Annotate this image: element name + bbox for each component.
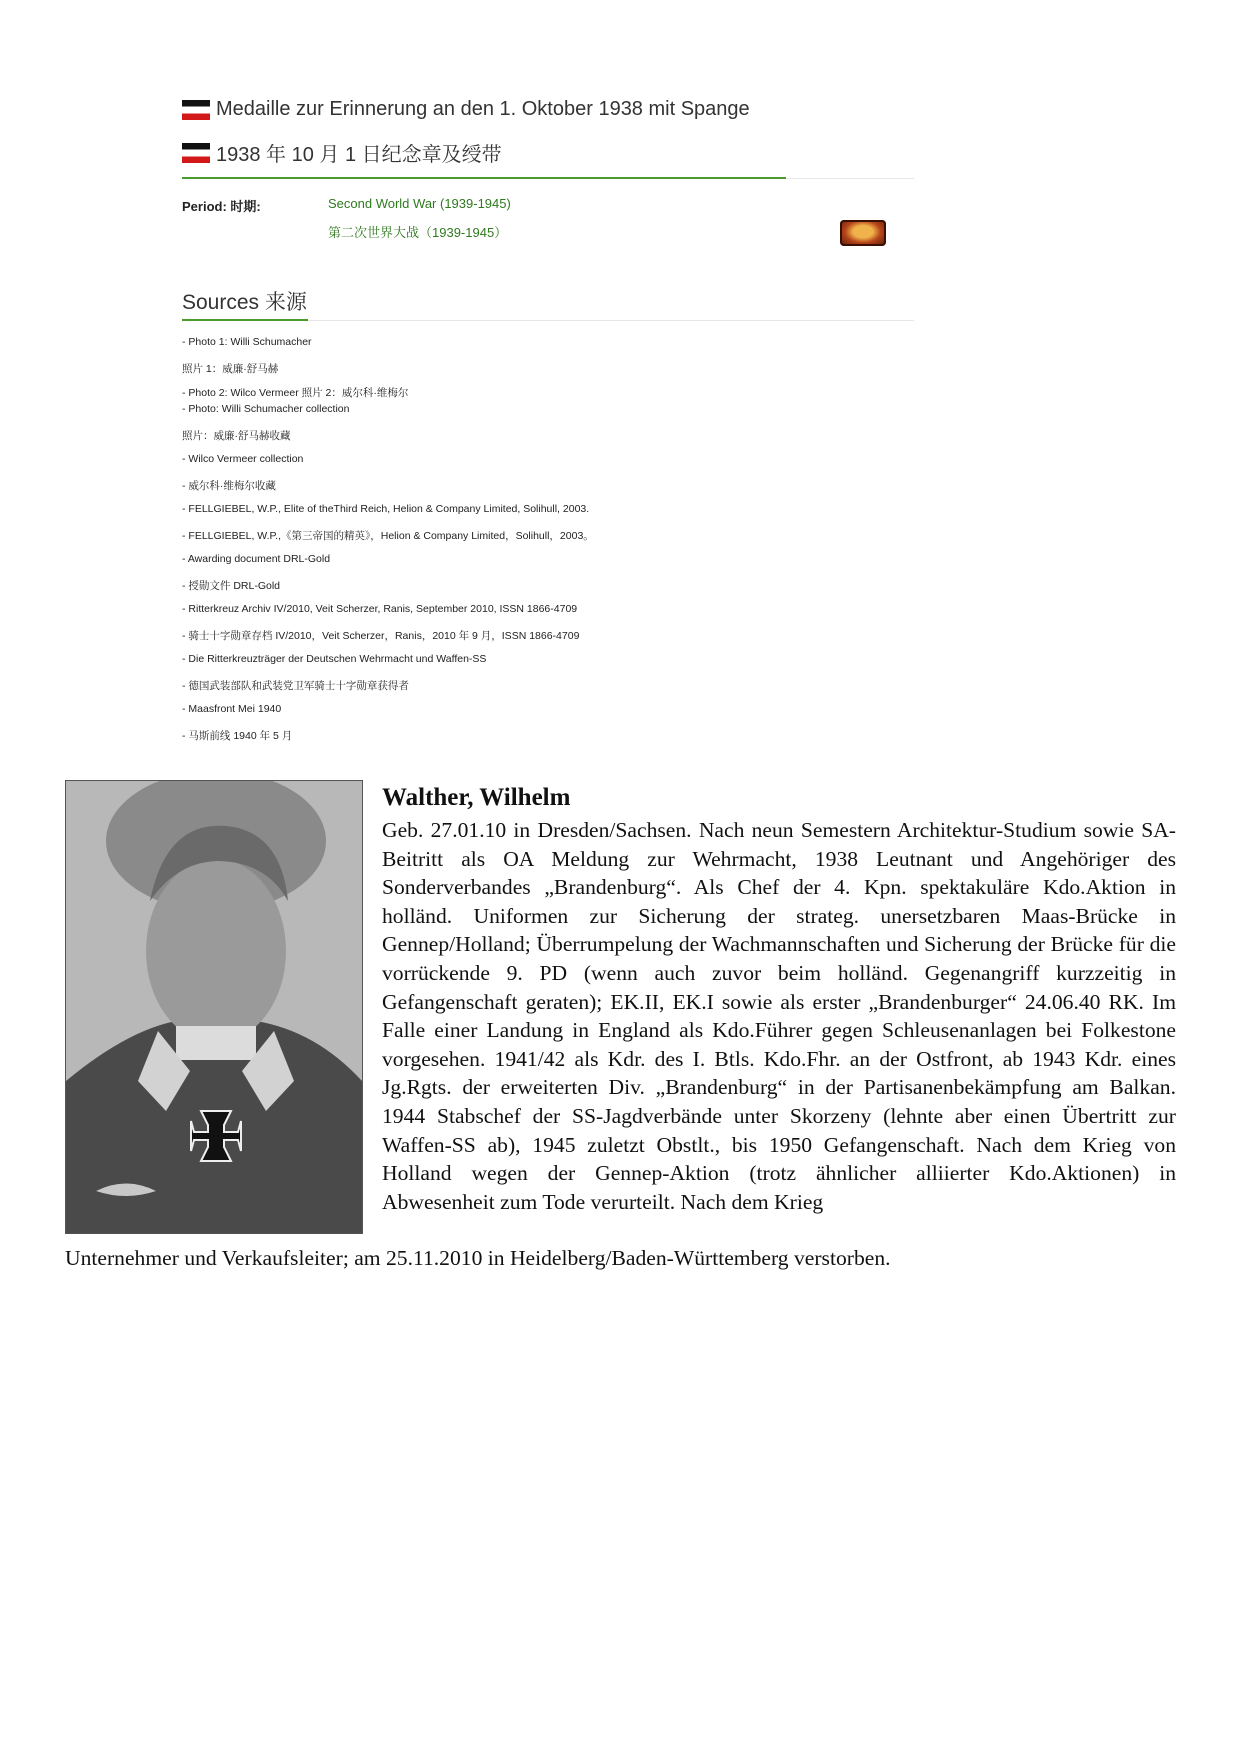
period-value-zh[interactable]: 第二次世界大战（1939-1945）: [328, 225, 508, 240]
bio-text: Geb. 27.01.10 in Dresden/Sachsen. Nach neun Semestern Architektur-Studium sowie SA-Beitritt als OA Meldung zur Wehrmacht, 1938 Leutnant und Angehöriger des Sonderverbandes „Brandenburg“. Als Chef der 4. Kpn. spektakuläre Kdo.Aktion in holländ. Uniformen zur Sicherung der strateg. unersetzbaren Maas-Brücke in Gennep/Holland; Überrumpelung der Wachmannschaften und Sicherung der Brücke für die vorrückende 9. PD (wenn auch zuvor beim holländ. Gegenangriff kurzzeitig in Gefangenschaft geraten); EK.II, EK.I sowie als erster „Brandenburger“ 24.06.40 RK. Im Falle einer Landung in England als Kdo.Führer gegen Schleusenanlagen bei Folkestone vorgesehen. 1941/42 als Kdr. des I. Btls. Kdo.Fhr. an der Ostfront, ab 1943 Kdr. eines Jg.Rgts. der erweiterten Div. „Brandenburg“ in der Partisanenbekämpfung am Balkan. 1944 Stabschef der SS-Jagdverbände unter Skorzeny (lehnte aber einen Übertritt zur Waffen-SS ab), 1945 zuletzt Obstlt., bis 1950 Gefangenschaft. Nach dem Krieg von Holland wegen der Gennep-Aktion (trotz ähnlicher alliierter Kdo.Aktionen) in Abwesenheit zum Tode verurteilt. Nach dem Krieg: [382, 818, 1176, 1214]
imperial-german-flag-icon: [182, 100, 210, 120]
period-value-en[interactable]: Second World War (1939-1945): [328, 196, 511, 211]
source-item: - 威尔科·维梅尔收藏: [182, 480, 276, 492]
source-item: - Awarding document DRL-Gold: [182, 553, 331, 565]
sources-divider: [182, 320, 914, 321]
page-title-zh: 1938 年 10 月 1 日纪念章及绶带: [216, 144, 502, 166]
source-item: - Photo 1: Willi Schumacher: [182, 336, 312, 348]
bio-name: Walther, Wilhelm: [382, 784, 571, 811]
period-label: Period: 时期:: [182, 199, 261, 214]
source-item: - Die Ritterkreuzträger der Deutschen Wehrmacht und Waffen-SS: [182, 653, 487, 665]
source-item: - Photo 2: Wilco Vermeer 照片 2：威尔科·维梅尔: [182, 387, 409, 399]
source-item: 照片 1：威廉·舒马赫: [182, 363, 279, 375]
title-divider: [182, 178, 914, 179]
page-title-de: Medaille zur Erinnerung an den 1. Oktober 1938 mit Spange: [216, 98, 750, 120]
source-item: - FELLGIEBEL, W.P., Elite of theThird Reich, Helion & Company Limited, Solihull, 2003.: [182, 503, 590, 515]
source-item: - Photo: Willi Schumacher collection: [182, 403, 350, 415]
title-row-de: [182, 98, 750, 121]
source-item: - 德国武装部队和武装党卫军骑士十字勋章获得者: [182, 680, 409, 692]
source-item: - FELLGIEBEL, W.P.,《第三帝国的精英》，Helion & Company Limited，Solihull，2003。: [182, 530, 594, 542]
bio-text-last-line: Unternehmer und Verkaufsleiter; am 25.11.2010 in Heidelberg/Baden-Württemberg verstorben.: [65, 1246, 891, 1270]
sources-heading: Sources 来源: [182, 291, 307, 314]
portrait-photo: [65, 780, 363, 1234]
ribbon-badge-icon[interactable]: [840, 220, 886, 246]
source-item: - Maasfront Mei 1940: [182, 703, 282, 715]
source-item: 照片：威廉·舒马赫收藏: [182, 430, 291, 442]
imperial-german-flag-icon: [182, 143, 210, 163]
title-row-zh: [182, 138, 502, 167]
source-item: - Ritterkreuz Archiv IV/2010, Veit Scherzer, Ranis, September 2010, ISSN 1866-4709: [182, 603, 578, 615]
source-item: - 马斯前线 1940 年 5 月: [182, 730, 293, 742]
source-item: - 授勋文件 DRL-Gold: [182, 580, 281, 592]
source-item: - Wilco Vermeer collection: [182, 453, 304, 465]
source-item: - 骑士十字勋章存档 IV/2010，Veit Scherzer，Ranis，2010 年 9 月，ISSN 1866-4709: [182, 630, 580, 642]
